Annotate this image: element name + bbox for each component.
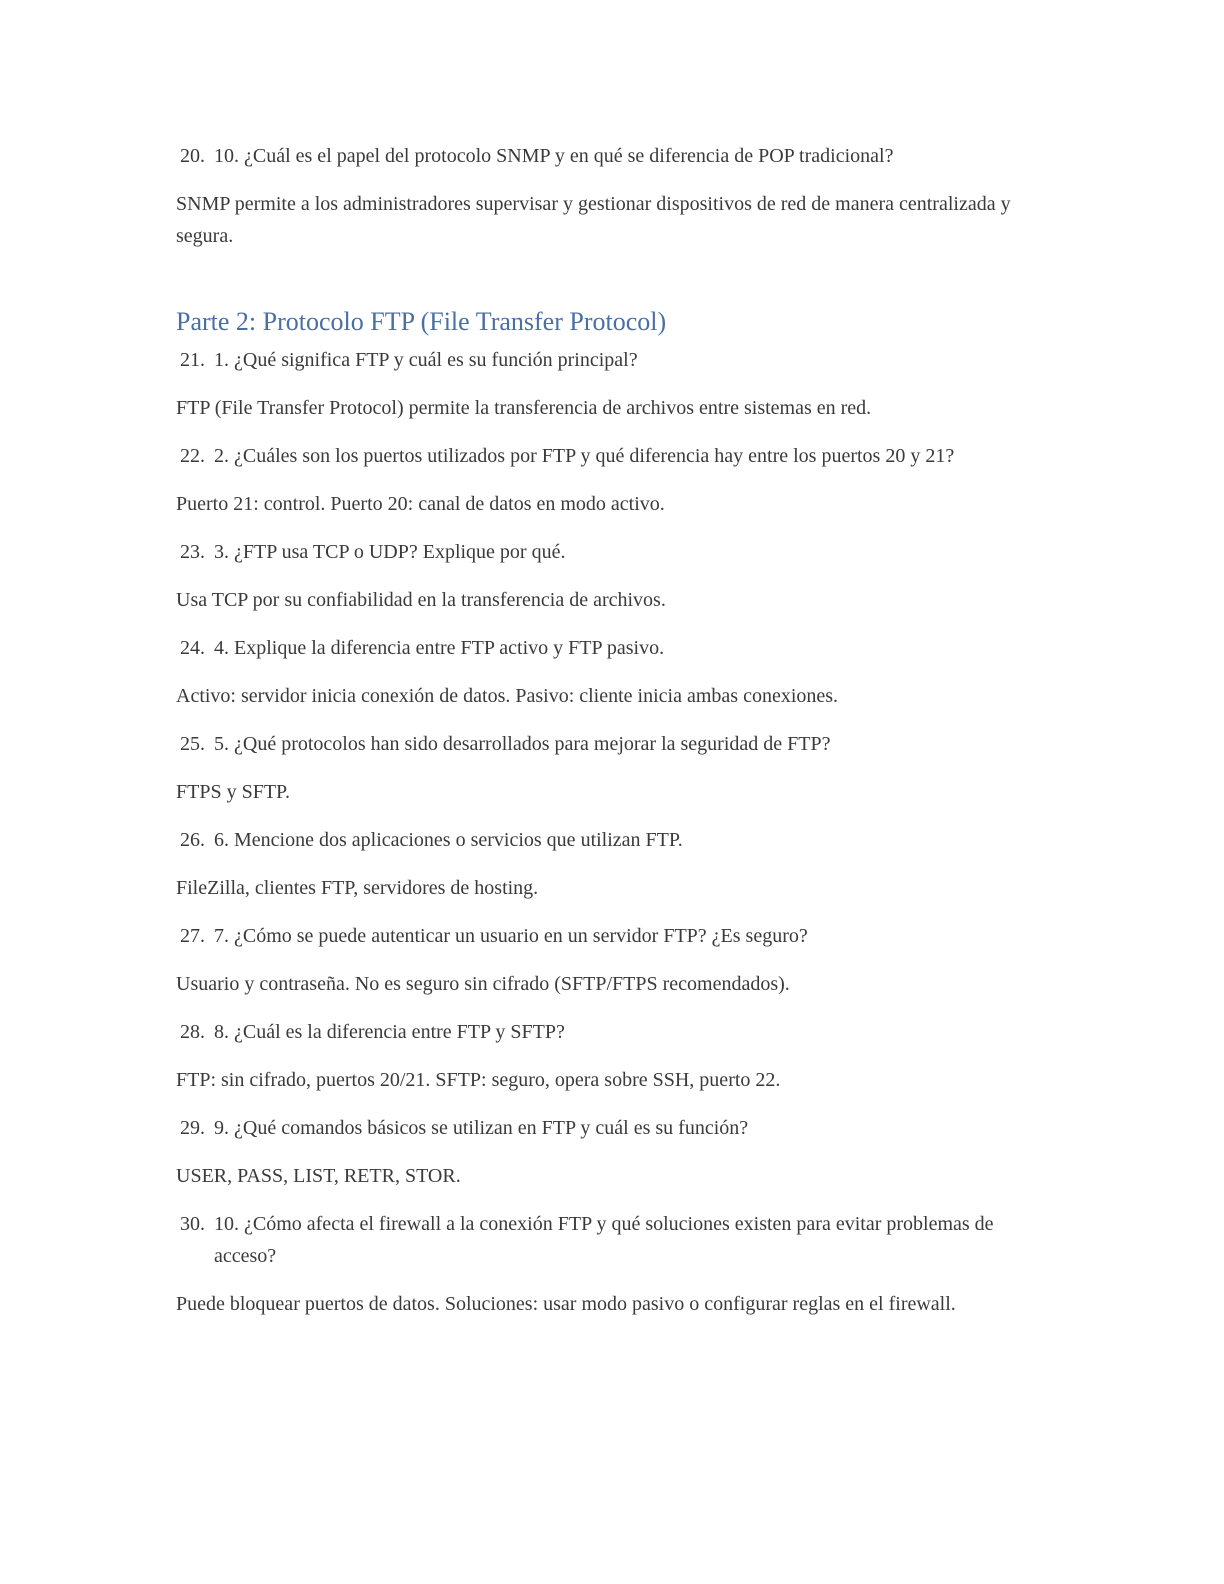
question-number: 20.	[180, 145, 205, 167]
question-text: 7. ¿Cómo se puede autenticar un usuario en un servidor FTP? ¿Es seguro?	[214, 925, 808, 947]
question-number: 29.	[180, 1117, 205, 1139]
answer-paragraph: FTPS y SFTP.	[176, 781, 290, 803]
answer-paragraph: FTP (File Transfer Protocol) permite la transferencia de archivos entre sistemas en red.	[176, 397, 872, 419]
answer-paragraph: Puerto 21: control. Puerto 20: canal de datos en modo activo.	[176, 493, 665, 515]
question-number: 27.	[180, 925, 205, 947]
question-item	[176, 1016, 1036, 1048]
answer-paragraph: SNMP permite a los administradores supervisar y gestionar dispositivos de red de manera centralizada y segura.	[176, 193, 1011, 247]
question-number: 22.	[180, 445, 205, 467]
answer-paragraph: Puede bloquear puertos de datos. Soluciones: usar modo pasivo o configurar reglas en el firewall.	[176, 1293, 956, 1315]
question-text: 5. ¿Qué protocolos han sido desarrollados para mejorar la seguridad de FTP?	[214, 733, 831, 755]
question-text: 10. ¿Cuál es el papel del protocolo SNMP y en qué se diferencia de POP tradicional?	[214, 145, 894, 167]
answer-paragraph: USER, PASS, LIST, RETR, STOR.	[176, 1165, 461, 1187]
question-number: 24.	[180, 637, 205, 659]
question-item	[176, 824, 1036, 856]
question-number: 28.	[180, 1021, 205, 1043]
question-item	[176, 344, 1036, 376]
question-text: 10. ¿Cómo afecta el firewall a la conexión FTP y qué soluciones existen para evitar problemas de acceso?	[214, 1213, 994, 1267]
question-item	[176, 140, 1036, 172]
question-item	[176, 728, 1036, 760]
section-heading: Parte 2: Protocolo FTP (File Transfer Protocol)	[176, 307, 667, 336]
answer-paragraph: Activo: servidor inicia conexión de datos. Pasivo: cliente inicia ambas conexiones.	[176, 685, 839, 707]
question-text: 3. ¿FTP usa TCP o UDP? Explique por qué.	[214, 541, 566, 563]
question-number: 30.	[180, 1213, 205, 1235]
question-text: 1. ¿Qué significa FTP y cuál es su función principal?	[214, 349, 638, 371]
question-number: 23.	[180, 541, 205, 563]
question-text: 6. Mencione dos aplicaciones o servicios que utilizan FTP.	[214, 829, 683, 851]
answer-paragraph: FTP: sin cifrado, puertos 20/21. SFTP: seguro, opera sobre SSH, puerto 22.	[176, 1069, 781, 1091]
question-item	[176, 536, 1036, 568]
question-text: 4. Explique la diferencia entre FTP activo y FTP pasivo.	[214, 637, 665, 659]
question-number: 21.	[180, 349, 205, 371]
question-item	[176, 920, 1036, 952]
document-body	[176, 140, 1036, 1320]
question-item	[176, 440, 1036, 472]
question-item	[176, 1208, 1036, 1272]
question-text: 8. ¿Cuál es la diferencia entre FTP y SFTP?	[214, 1021, 565, 1043]
question-text: 9. ¿Qué comandos básicos se utilizan en FTP y cuál es su función?	[214, 1117, 749, 1139]
question-item	[176, 632, 1036, 664]
question-text: 2. ¿Cuáles son los puertos utilizados por FTP y qué diferencia hay entre los puertos 20 y 21?	[214, 445, 955, 467]
question-item	[176, 1112, 1036, 1144]
answer-paragraph: FileZilla, clientes FTP, servidores de hosting.	[176, 877, 539, 899]
question-number: 26.	[180, 829, 205, 851]
question-number: 25.	[180, 733, 205, 755]
answer-paragraph: Usuario y contraseña. No es seguro sin cifrado (SFTP/FTPS recomendados).	[176, 973, 790, 995]
answer-paragraph: Usa TCP por su confiabilidad en la transferencia de archivos.	[176, 589, 666, 611]
